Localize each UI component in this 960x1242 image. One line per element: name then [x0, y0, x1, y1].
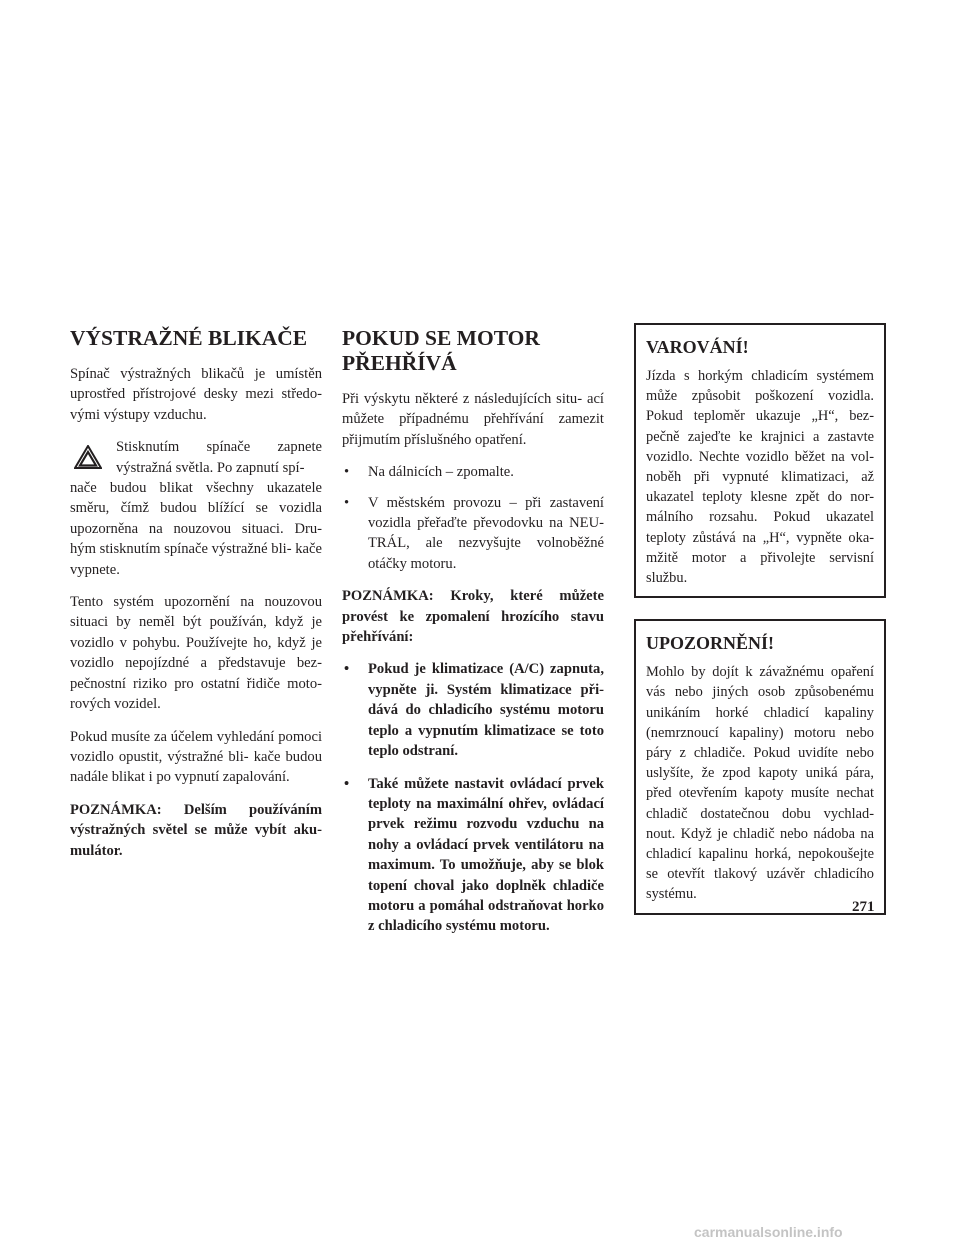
warning-title: VAROVÁNÍ!: [646, 337, 749, 357]
caution-box: [634, 619, 886, 914]
list-item: [342, 659, 604, 761]
paragraph-switch-operation: [70, 437, 322, 580]
list-item-text: Na dálnicích – zpomalte.: [368, 464, 514, 481]
warning-text: Jízda s horkým chladicím systémem může způsobit poškození vozidla. Pokud teploměr ukazuje „H“, bez- pečně zajeďte ke krajnici a zastavte vozidlo. Nechte vozidlo běžet na vol- noběh při vypnuté klimatizaci, až ukazatel teploty klesne zpět do nor- málního rozsahu. Pokud ukazatel teploty zůstává na „H“, vypněte oka- mžitě motor a přivolejte servisní službu.: [646, 368, 874, 587]
bullet-glyph: •: [344, 464, 350, 481]
column-hazard-flashers: [70, 326, 322, 873]
paragraph-switch-location: Spínač výstražných blikačů je umístěn uprostřed přístrojové desky mezi středo- vými výstupy vzduchu.: [70, 366, 322, 423]
bullet-glyph: •: [344, 494, 350, 511]
bullet-glyph: •: [344, 661, 350, 678]
watermark: carmanualsonline.info: [694, 1224, 843, 1240]
paragraph-leaving-vehicle: Pokud musíte za účelem vyhledání pomoci vozidlo opustit, výstražné bli- kače budou nadále blikat i po vypnutí zapalování.: [70, 728, 322, 786]
column-warnings: [634, 323, 886, 936]
heading-engine-overheat: POKUD SE MOTOR PŘEHŘÍVÁ: [342, 326, 540, 375]
warning-box: [634, 323, 886, 598]
list-item: [342, 774, 604, 937]
bullet-glyph: •: [344, 775, 350, 792]
list-item-text: Pokud je klimatizace (A/C) zapnuta, vypněte ji. Systém klimatizace při- dává do chladicího systému motoru teplo a vypnutím klimatizace se toto teplo odstraní.: [368, 661, 604, 760]
page-number: 271: [852, 899, 875, 915]
caution-title: UPOZORNĚNÍ!: [646, 633, 775, 654]
column-engine-overheat: [342, 326, 604, 949]
paragraph-usage-guidance: Tento systém upozornění na nouzovou situaci by neměl být používán, když je vozidlo v pohybu. Používejte ho, když je vozidlo nepojízdné a představuje bez- pečnostní riziko pro ostatní řidiče moto- rových vozidel.: [70, 594, 322, 713]
list-overheat-steps: [342, 659, 604, 936]
warning-triangle-icon: [74, 445, 102, 469]
heading-hazard-flashers: VÝSTRAŽNÉ BLIKAČE: [70, 326, 308, 350]
paragraph-switch-operation-lead: Stisknutím spínače zapnete výstražná světla. Po zapnutí spí-: [116, 439, 322, 476]
paragraph-overheat-intro: Při výskytu některé z následujících situ- ací můžete případnému přehřívání zamezit přijmutím příslušného opatření.: [342, 391, 604, 448]
note-battery: POZNÁMKA: Delším používáním výstražných světel se může vybít aku- mulátor.: [70, 801, 322, 859]
list-item: [342, 493, 604, 575]
list-item: [342, 462, 604, 482]
caution-text: Mohlo by dojít k závažnému opaření vás nebo jiných osob způsobenému unikáním horké chladicí kapaliny (nemrznoucí kapaliny) motoru nebo páry z chladiče. Pokud uvidíte nebo uslyšíte, že zpod kapoty uniká pára, před otevřením kapoty musíte nechat chladič dostatečnou dobu vychlad- nout. Když je chladič nebo nádoba na chladicí kapalinu horká, nepokoušejte se otevřít tlakový uzávěr chladicího systému.: [646, 664, 874, 903]
note-overheat-steps: POZNÁMKA: Kroky, které můžete provést ke zpomalení hrozícího stavu přehřívání:: [342, 588, 604, 646]
list-item-text: Také můžete nastavit ovládací prvek teploty na maximální ohřev, ovládací prvek režimu rozvodu vzduchu na nohy a ovládací prvek ventilátoru na maximum. To umožňuje, aby se blok topení choval jako doplněk chladiče motoru a pomáhal odstraňovat horko z chladicího systému motoru.: [368, 775, 604, 935]
list-item-text: V městském provozu – při zastavení vozidla přeřaďte převodovku na NEU- TRÁL, ale nezvyšujte volnoběžné otáčky motoru.: [368, 494, 604, 572]
list-overheat-actions: [342, 462, 604, 574]
paragraph-switch-operation-rest: nače budou blikat všechny ukazatele směru, čímž budou blížící se vozidla upozorněna na nouzovou situaci. Dru- hým stisknutím spínače výstražné bli- kače vypnete.: [70, 480, 322, 578]
